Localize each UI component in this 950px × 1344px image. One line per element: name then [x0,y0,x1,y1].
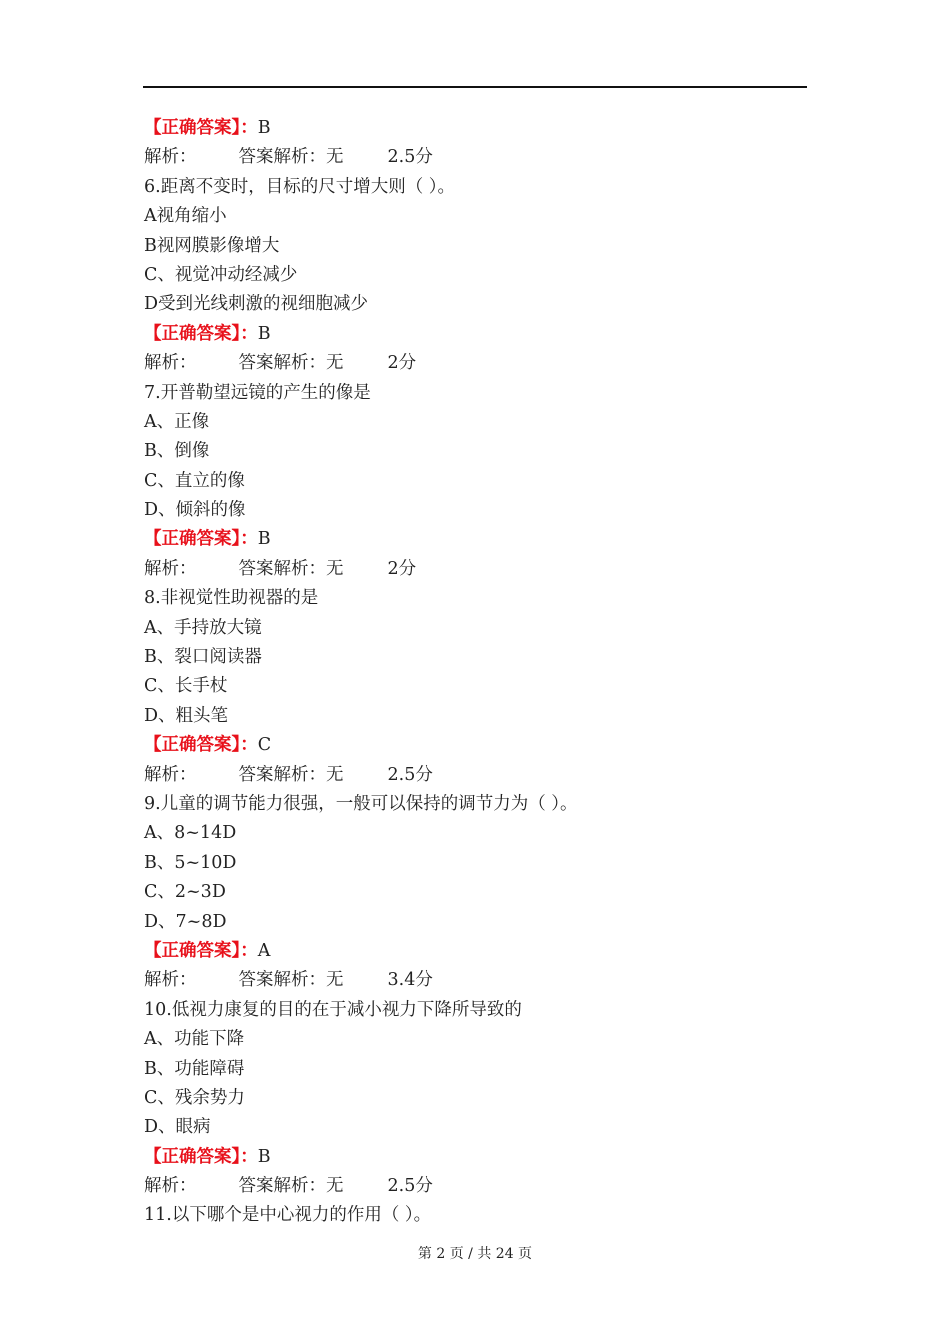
score-value: 2分 [387,558,417,579]
correct-answer-label: 【正确答案】： [144,735,258,756]
header-rule [143,86,807,88]
score-value: 2.5分 [387,1176,433,1197]
score-value: 2分 [387,353,417,374]
analysis-text: 答案解析：无 [238,1176,344,1197]
correct-answer-line [144,1143,824,1172]
option-text: C、视觉冲动经减少 [144,264,298,285]
correct-answer-line [144,731,824,760]
option-text: B、裂口阅读器 [144,647,262,668]
question-text: 6.距离不变时，目标的尺寸增大则（ ）。 [144,176,456,197]
correct-answer-label: 【正确答案】： [144,529,258,550]
option-text: D、7~8D [144,911,227,932]
correct-answer-label: 【正确答案】： [144,1146,258,1167]
option-text: C、2~3D [144,882,226,903]
option-text: C、长手杖 [144,676,228,697]
option-text: B、5~10D [144,852,237,873]
correct-answer-value: B [257,118,271,138]
option-text: A、正像 [144,411,210,432]
option-text: A视角缩小 [144,206,227,227]
analysis-line [144,1172,824,1201]
analysis-text: 答案解析：无 [238,970,344,991]
question-text: 7.开普勒望远镜的产生的像是 [144,382,371,403]
option-text: A、8~14D [144,823,237,844]
option-text: A、手持放大镜 [144,617,262,638]
analysis-text: 答案解析：无 [238,558,344,579]
correct-answer-line [144,525,824,554]
analysis-label: 解析： [144,558,197,579]
option-text: D、粗头笔 [144,705,229,726]
analysis-line [144,143,824,172]
page-footer: 第 2 页 / 共 24 页 [417,1246,533,1262]
correct-answer-line [144,114,824,143]
correct-answer-label: 【正确答案】： [144,323,258,344]
analysis-label: 解析： [144,764,197,785]
correct-answer-label: 【正确答案】： [144,940,258,961]
analysis-text: 答案解析：无 [238,764,344,785]
analysis-line [144,555,824,584]
option-text: D、眼病 [144,1117,211,1138]
analysis-text: 答案解析：无 [238,353,344,374]
correct-answer-value: A [257,940,271,961]
option-text: D受到光线刺激的视细胞减少 [144,294,369,315]
correct-answer-line [144,320,824,349]
question-text: 8.非视觉性助视器的是 [144,588,319,609]
correct-answer-value: B [257,323,271,344]
document-body [144,114,824,1231]
correct-answer-value: B [257,1146,271,1167]
score-value: 2.5分 [387,147,433,168]
option-text: B、功能障碍 [144,1058,245,1079]
option-text: A、功能下降 [144,1029,245,1050]
analysis-line [144,349,824,378]
option-text: C、残余势力 [144,1087,245,1108]
correct-answer-line [144,937,824,966]
analysis-label: 解析： [144,970,197,991]
question-text: 10.低视力康复的目的在于减小视力下降所导致的 [144,999,522,1020]
score-value: 3.4分 [387,970,433,991]
analysis-label: 解析： [144,147,197,168]
correct-answer-value: C [257,735,272,756]
analysis-line [144,761,824,790]
correct-answer-label: 【正确答案】： [144,118,258,138]
score-value: 2.5分 [387,764,433,785]
correct-answer-value: B [257,529,271,550]
analysis-label: 解析： [144,353,197,374]
option-text: B、倒像 [144,441,210,462]
option-text: D、倾斜的像 [144,500,246,521]
option-text: B视网膜影像增大 [144,235,280,256]
analysis-line [144,966,824,995]
option-text: C、直立的像 [144,470,245,491]
analysis-text: 答案解析：无 [238,147,344,168]
question-text: 11.以下哪个是中心视力的作用（ ）。 [144,1205,432,1226]
analysis-label: 解析： [144,1176,197,1197]
question-text: 9.儿童的调节能力很强，一般可以保持的调节力为（ ）。 [144,793,578,814]
